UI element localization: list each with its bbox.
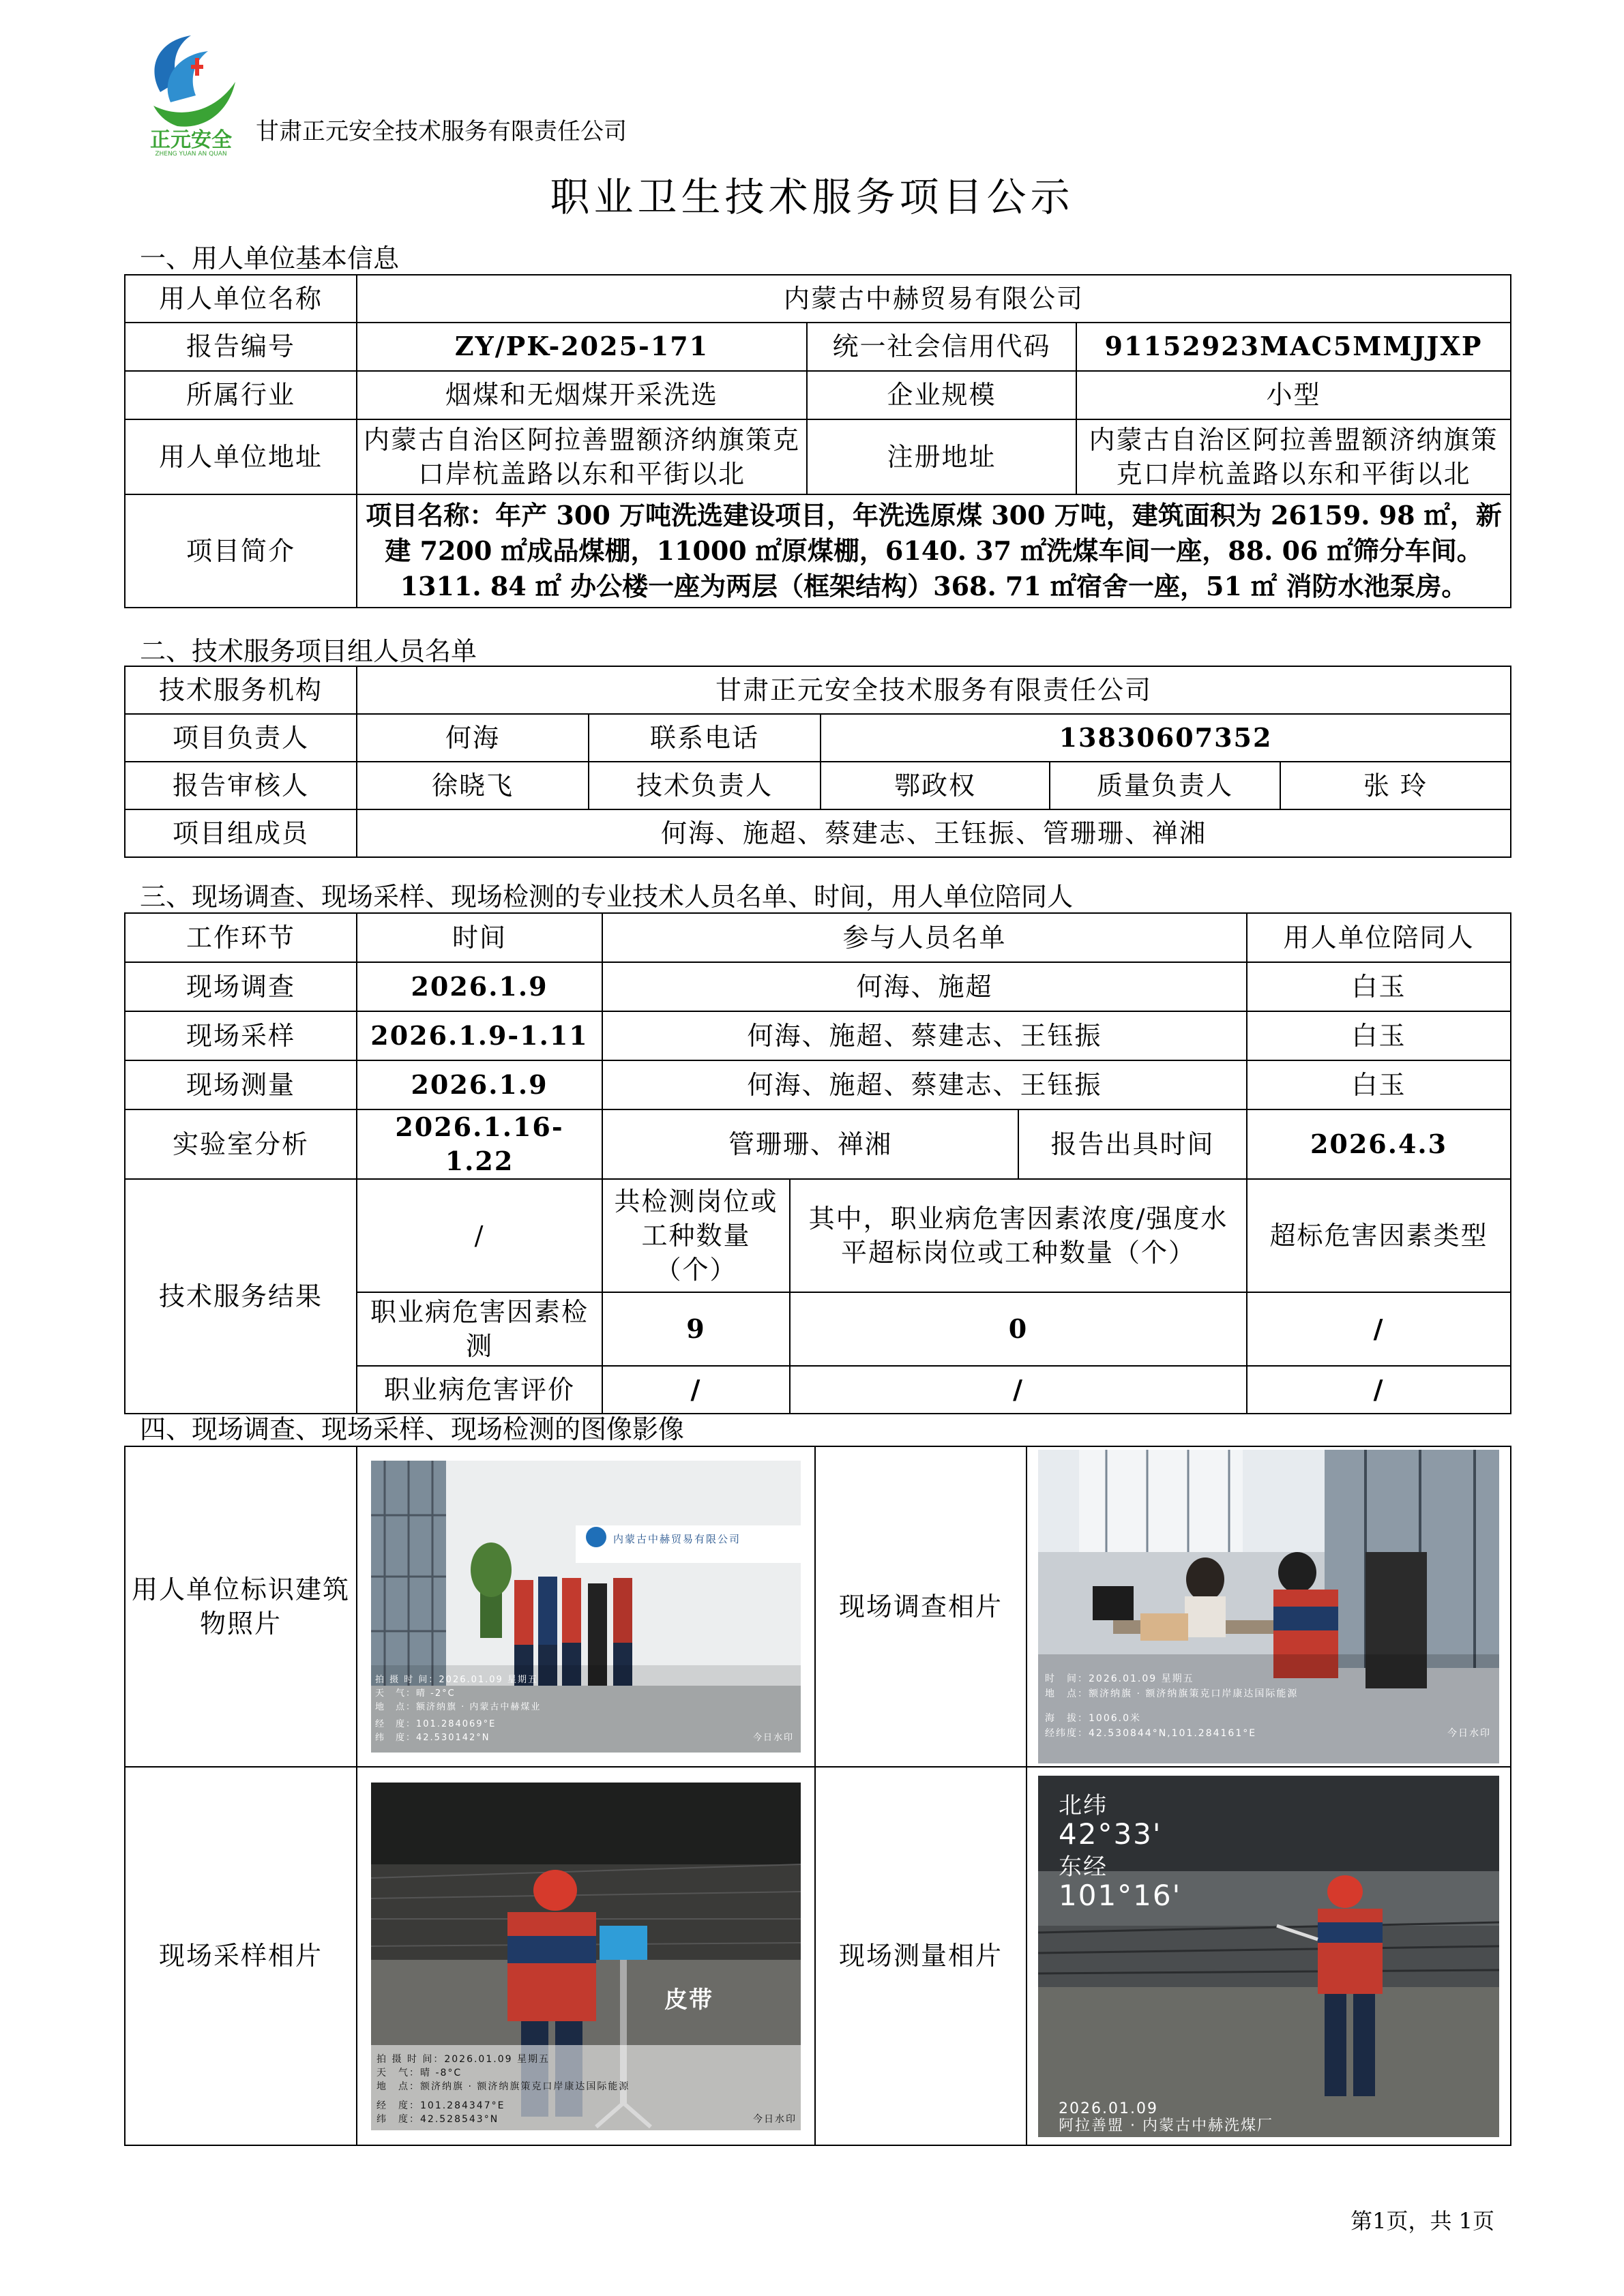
section4-heading: 四、现场调查、现场采样、现场检测的图像影像: [140, 1414, 685, 1444]
members-label: 项目组成员: [125, 809, 357, 857]
measurement-photo: [1038, 1776, 1499, 2137]
contact-phone: 13830607352: [821, 714, 1511, 762]
report-reviewer: 徐晓飞: [357, 762, 589, 809]
detect-label: 职业病危害因素检测: [357, 1292, 602, 1366]
reg-address-label: 注册地址: [807, 419, 1076, 494]
lab-time: 2026.1.16-1.22: [357, 1109, 602, 1179]
eval-count: /: [602, 1366, 790, 1414]
watermark-line: 天 气：晴 -2°C: [375, 1688, 456, 1699]
service-org: 甘肃正元安全技术服务有限责任公司: [357, 666, 1511, 714]
sampling-photo: [371, 1783, 801, 2130]
photo4-label: 现场测量相片: [815, 1767, 1027, 2145]
detect-type: /: [1247, 1292, 1511, 1366]
detect-exceed: 0: [790, 1292, 1247, 1366]
stage: 现场测量: [125, 1060, 357, 1109]
col-stage: 工作环节: [125, 913, 357, 962]
scale-label: 企业规模: [807, 371, 1076, 419]
photo-place: 阿拉善盟 · 内蒙古中赫洗煤厂: [1059, 2117, 1273, 2134]
table-row: [125, 1011, 1511, 1060]
people: 何海、施超、蔡建志、王钰振: [602, 1060, 1247, 1109]
company-logo-icon: [140, 27, 242, 157]
photo2-label: 现场调查相片: [815, 1446, 1027, 1767]
time: 2026.1.9: [357, 962, 602, 1011]
fieldwork-table: [124, 912, 1511, 1414]
time: 2026.1.9: [357, 1060, 602, 1109]
industry-label: 所属行业: [125, 371, 357, 419]
leader-label: 项目负责人: [125, 714, 357, 762]
watermark-line: 海 拔：1006.0米: [1045, 1713, 1141, 1724]
table-row: [125, 962, 1511, 1011]
result-slash: /: [357, 1179, 602, 1292]
col-time: 时间: [357, 913, 602, 962]
watermark-line: 拍 摄 时 间：2026.01.09 星期五: [375, 1675, 538, 1685]
time: 2026.1.9-1.11: [357, 1011, 602, 1060]
photo1-label: 用人单位标识建筑物照片: [125, 1446, 357, 1767]
project-leader: 何海: [357, 714, 589, 762]
report-date: 2026.4.3: [1247, 1109, 1511, 1179]
page-number-text: 第1页，共 1页: [1350, 2208, 1494, 2234]
watermark-line: 地 点：额济纳旗 · 内蒙古中赫煤业: [375, 1702, 542, 1712]
photo-date: 2026.01.09: [1059, 2100, 1158, 2117]
quality-lead-label: 质量负责人: [1050, 762, 1280, 809]
quality-lead: 张 玲: [1280, 762, 1511, 809]
team-table: [124, 666, 1511, 858]
watermark-line: 天 气：晴 -8°C: [377, 2067, 462, 2078]
report-no: ZY/PK-2025-171: [357, 323, 807, 371]
credit-code-label: 统一社会信用代码: [807, 323, 1076, 371]
table-row: [125, 1060, 1511, 1109]
address-label: 用人单位地址: [125, 419, 357, 494]
unit-name-label: 用人单位名称: [125, 275, 357, 323]
section1-heading: 一、用人单位基本信息: [140, 243, 400, 273]
watermark-line: 纬 度：42.530142°N: [375, 1733, 490, 1743]
result-col-count: 共检测岗位或工种数量（个）: [602, 1179, 790, 1292]
companion: 白玉: [1247, 1011, 1511, 1060]
eval-label: 职业病危害评价: [357, 1366, 602, 1414]
watermark-line: 经 度：101.284347°E: [377, 2100, 505, 2111]
address: 内蒙古自治区阿拉善盟额济纳旗策克口岸杭盖路以东和平街以北: [357, 419, 807, 494]
summary-label: 项目简介: [125, 494, 357, 608]
industry: 烟煤和无烟煤开采洗选: [357, 371, 807, 419]
logo-subtext: ZHENG YUAN AN QUAN: [155, 151, 227, 157]
watermark-line: 拍 摄 时 间：2026.01.09 星期五: [377, 2053, 550, 2065]
result-col-exceed: 其中，职业病危害因素浓度/强度水平超标岗位或工种数量（个）: [790, 1179, 1247, 1292]
photo-table: [124, 1446, 1511, 2146]
company-name: 甘肃正元安全技术服务有限责任公司: [256, 118, 627, 145]
sign-text: 内蒙古中赫贸易有限公司: [613, 1533, 741, 1545]
stage: 现场调查: [125, 962, 357, 1011]
photo3-label: 现场采样相片: [125, 1767, 357, 2145]
col-companion: 用人单位陪同人: [1247, 913, 1511, 962]
page-title: 职业卫生技术服务项目公示: [550, 174, 1074, 220]
lon-value: 101°16': [1059, 1878, 1182, 1912]
project-summary: 项目名称：年产 300 万吨洗选建设项目，年洗选原煤 300 万吨，建筑面积为 26159. 98 ㎡，新建 7200 ㎡成品煤棚，11000 ㎡原煤棚，6140. 37 ㎡洗煤车间一座，88. 06 ㎡筛分车间。1311. 84 ㎡ 办公楼一座为两层（框架结构）368. 71 ㎡宿舍一座，51 ㎡ 消防水池泵房。: [357, 494, 1511, 608]
org-label: 技术服务机构: [125, 666, 357, 714]
logo-text: 正元安全: [150, 128, 232, 152]
companion: 白玉: [1247, 1060, 1511, 1109]
stage: 现场采样: [125, 1011, 357, 1060]
eval-exceed: /: [790, 1366, 1247, 1414]
tech-lead-label: 技术负责人: [589, 762, 821, 809]
letterhead: [140, 27, 754, 157]
section3-heading: 三、现场调查、现场采样、现场检测的专业技术人员名单、时间，用人单位陪同人: [140, 882, 1074, 912]
watermark-brand: 今日水印: [753, 1733, 795, 1743]
belt-tag: 皮带: [664, 1986, 713, 2014]
phone-label: 联系电话: [589, 714, 821, 762]
people: 何海、施超、蔡建志、王钰振: [602, 1011, 1247, 1060]
unit-name: 内蒙古中赫贸易有限公司: [357, 275, 1511, 323]
lat-value: 42°33': [1059, 1817, 1162, 1851]
col-people: 参与人员名单: [602, 913, 1247, 962]
lab-people: 管珊珊、禅湘: [602, 1109, 1018, 1179]
building-sign-photo: [371, 1461, 801, 1753]
reviewer-label: 报告审核人: [125, 762, 357, 809]
watermark-line: 地 点：额济纳旗 · 额济纳旗策克口岸康达国际能源: [1045, 1688, 1299, 1699]
result-col-type: 超标危害因素类型: [1247, 1179, 1511, 1292]
credit-code: 91152923MAC5MMJJXP: [1076, 323, 1511, 371]
watermark-brand: 今日水印: [1447, 1728, 1491, 1739]
result-label: 技术服务结果: [125, 1179, 357, 1414]
detect-count: 9: [602, 1292, 790, 1366]
lab-stage: 实验室分析: [125, 1109, 357, 1179]
reg-address: 内蒙古自治区阿拉善盟额济纳旗策克口岸杭盖路以东和平街以北: [1076, 419, 1511, 494]
watermark-line: 经纬度：42.530844°N,101.284161°E: [1045, 1728, 1257, 1739]
tech-lead: 鄂政权: [821, 762, 1050, 809]
watermark-line: 经 度：101.284069°E: [375, 1719, 497, 1729]
section2-heading: 二、技术服务项目组人员名单: [140, 636, 477, 666]
watermark-brand: 今日水印: [753, 2113, 797, 2125]
people: 何海、施超: [602, 962, 1247, 1011]
lon-label: 东经: [1059, 1853, 1108, 1881]
team-members: 何海、施超、蔡建志、王钰振、管珊珊、禅湘: [357, 809, 1511, 857]
eval-type: /: [1247, 1366, 1511, 1414]
report-date-label: 报告出具时间: [1018, 1109, 1247, 1179]
unit-info-table: [124, 274, 1511, 608]
scale: 小型: [1076, 371, 1511, 419]
watermark-line: 纬 度：42.528543°N: [377, 2113, 499, 2125]
report-no-label: 报告编号: [125, 323, 357, 371]
watermark-line: 地 点：额济纳旗 · 额济纳旗策克口岸康达国际能源: [377, 2081, 630, 2092]
watermark-line: 时 间：2026.01.09 星期五: [1045, 1673, 1194, 1684]
lat-label: 北纬: [1059, 1791, 1108, 1819]
page-number: [1350, 2204, 1494, 2235]
survey-photo: [1038, 1450, 1499, 1763]
companion: 白玉: [1247, 962, 1511, 1011]
